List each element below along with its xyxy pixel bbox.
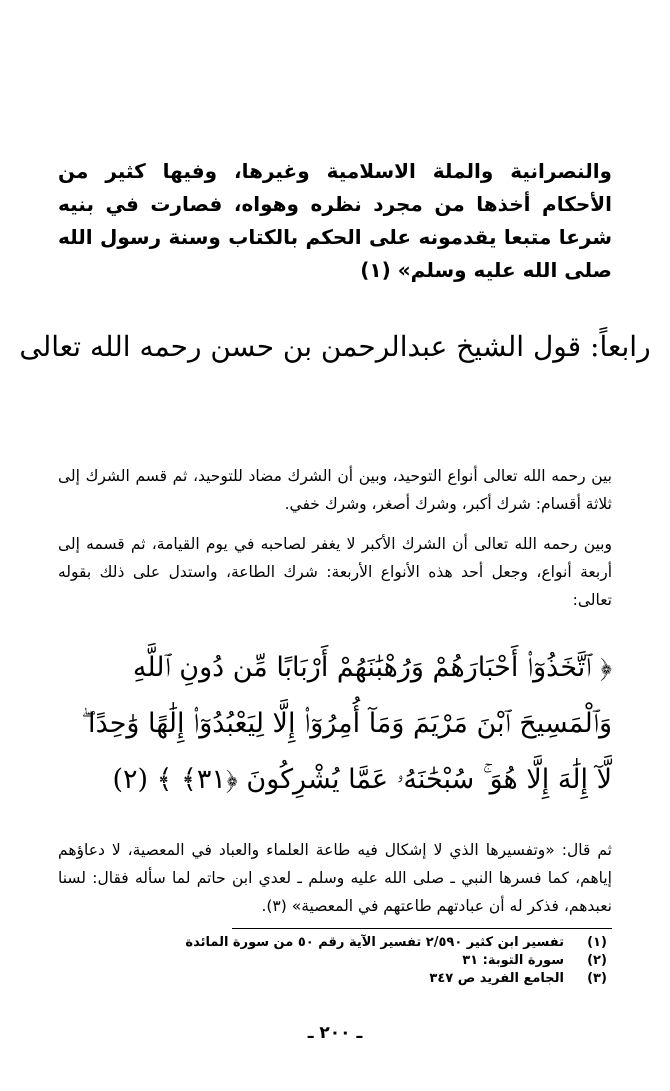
footnote-2 bbox=[58, 952, 612, 970]
footnote-text: سورة التوبة: ٣١ bbox=[462, 953, 564, 968]
footnote-number: (٢) bbox=[587, 953, 607, 968]
footnote-divider bbox=[232, 928, 612, 929]
footnote-1 bbox=[58, 934, 612, 952]
intro-paragraph: والنصرانية والملة الاسلامية وغيرها، وفيها كثير من الأحكام أخذها من مجرد نظره وهواه، فصارت في بنيه شرعا متبعا يقدمونه على الحكم بالكتاب وسنة رسول الله صلى الله عليه وسلم» (١) bbox=[58, 159, 612, 282]
quran-verse: ﴿ ٱتَّخَذُوٓا۟ أَحْبَارَهُمْ وَرُهْبَٰنَهُمْ أَرْبَابًا مِّن دُونِ ٱللَّهِ وَٱلْمَسِيحَ ٱبْنَ مَرْيَمَ وَمَآ أُمِرُوٓا۟ إِلَّا لِيَعْبُدُوٓا۟ إِلَٰهًا وَٰحِدًا ۖ لَّآ إِلَٰهَ إِلَّا هُوَ ۚ سُبْحَٰنَهُۥ عَمَّا يُشْرِكُونَ ﴿٣١﴾ ﴾ (٢) bbox=[81, 652, 612, 795]
footnote-number: (٣) bbox=[587, 971, 607, 986]
footnote-text: تفسير ابن كثير ٢/٥٩٠ تفسير الآية رقم ٥٠ من سورة المائدة bbox=[185, 935, 564, 950]
footnote-text: الجامع الفريد ص ٣٤٧ bbox=[429, 971, 564, 986]
paragraph-2: وبين رحمه الله تعالى أن الشرك الأكبر لا يغفر لصاحبه في يوم القيامة، ثم قسمه إلى أربعة أنواع، وجعل أحد هذه الأنواع الأربعة: شرك الطاعة، واستدل على ذلك بقوله تعالى: bbox=[58, 535, 612, 609]
footnote-3 bbox=[58, 970, 612, 988]
paragraph-3: ثم قال: «وتفسيرها الذي لا إشكال فيه طاعة العلماء والعباد في المعصية، لا دعاؤهم إياهم، كما فسرها النبي ـ صلى الله عليه وسلم ـ لعدي ابن حاتم لما سأله فقال: لسنا نعبدهم، فذكر له أن عبادتهم طاعتهم في المعصية» (٣). bbox=[58, 841, 612, 915]
paragraph-1: بين رحمه الله تعالى أنواع التوحيد، وبين أن الشرك مضاد للتوحيد، ثم قسم الشرك إلى ثلاثة أقسام: شرك أكبر، وشرك أصغر، وشرك خفي. bbox=[58, 467, 612, 513]
section-heading: رابعاً: قول الشيخ عبدالرحمن بن حسن رحمه الله تعالى bbox=[19, 330, 651, 363]
footnotes bbox=[58, 934, 612, 988]
footnote-number: (١) bbox=[587, 935, 607, 950]
page-number: ـ ٢٠٠ ـ bbox=[307, 1023, 363, 1043]
